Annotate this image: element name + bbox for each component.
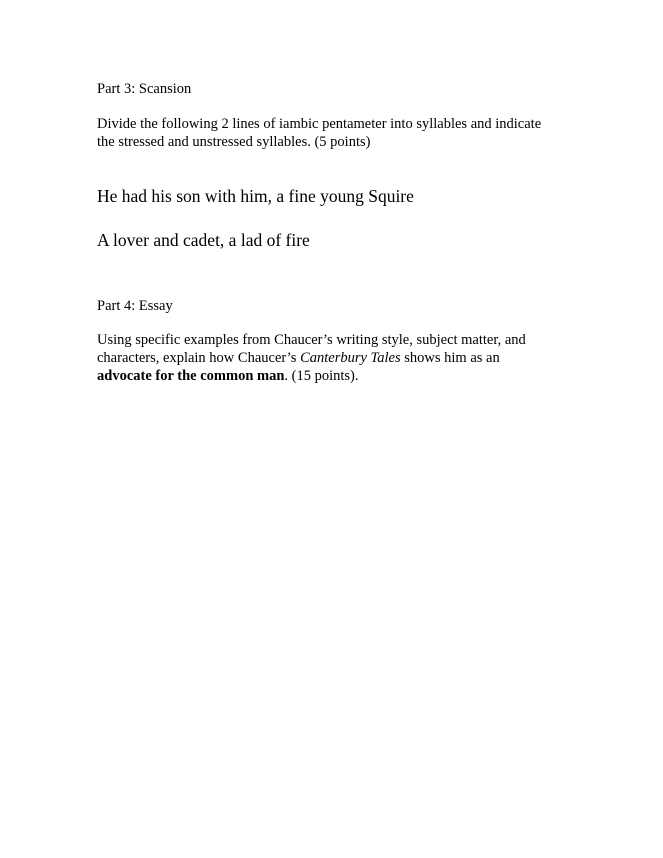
part3-heading: Part 3: Scansion xyxy=(97,81,192,97)
poem-line-1: He had his son with him, a fine young Squire xyxy=(97,186,414,206)
part4-prompt xyxy=(97,331,577,385)
instructions-line-2: the stressed and unstressed syllables. (5 points) xyxy=(97,134,371,150)
part4-heading: Part 4: Essay xyxy=(97,298,173,314)
poem-line-2: A lover and cadet, a lad of fire xyxy=(97,230,310,250)
instructions-line-1: Divide the following 2 lines of iambic pentameter into syllables and indicate xyxy=(97,116,542,132)
prompt-line-2-post: shows him as an xyxy=(400,350,500,366)
prompt-line-2 xyxy=(97,349,577,367)
part3-instructions xyxy=(97,115,577,151)
prompt-line-2-pre: characters, explain how Chaucer’s xyxy=(97,350,301,366)
prompt-line-3 xyxy=(97,367,577,385)
emphasis-phrase: advocate for the common man xyxy=(97,368,285,384)
prompt-line-1: Using specific examples from Chaucer’s writing style, subject matter, and xyxy=(97,332,526,348)
book-title: Canterbury Tales xyxy=(300,350,401,366)
prompt-line-3-post: . (15 points). xyxy=(284,368,359,384)
